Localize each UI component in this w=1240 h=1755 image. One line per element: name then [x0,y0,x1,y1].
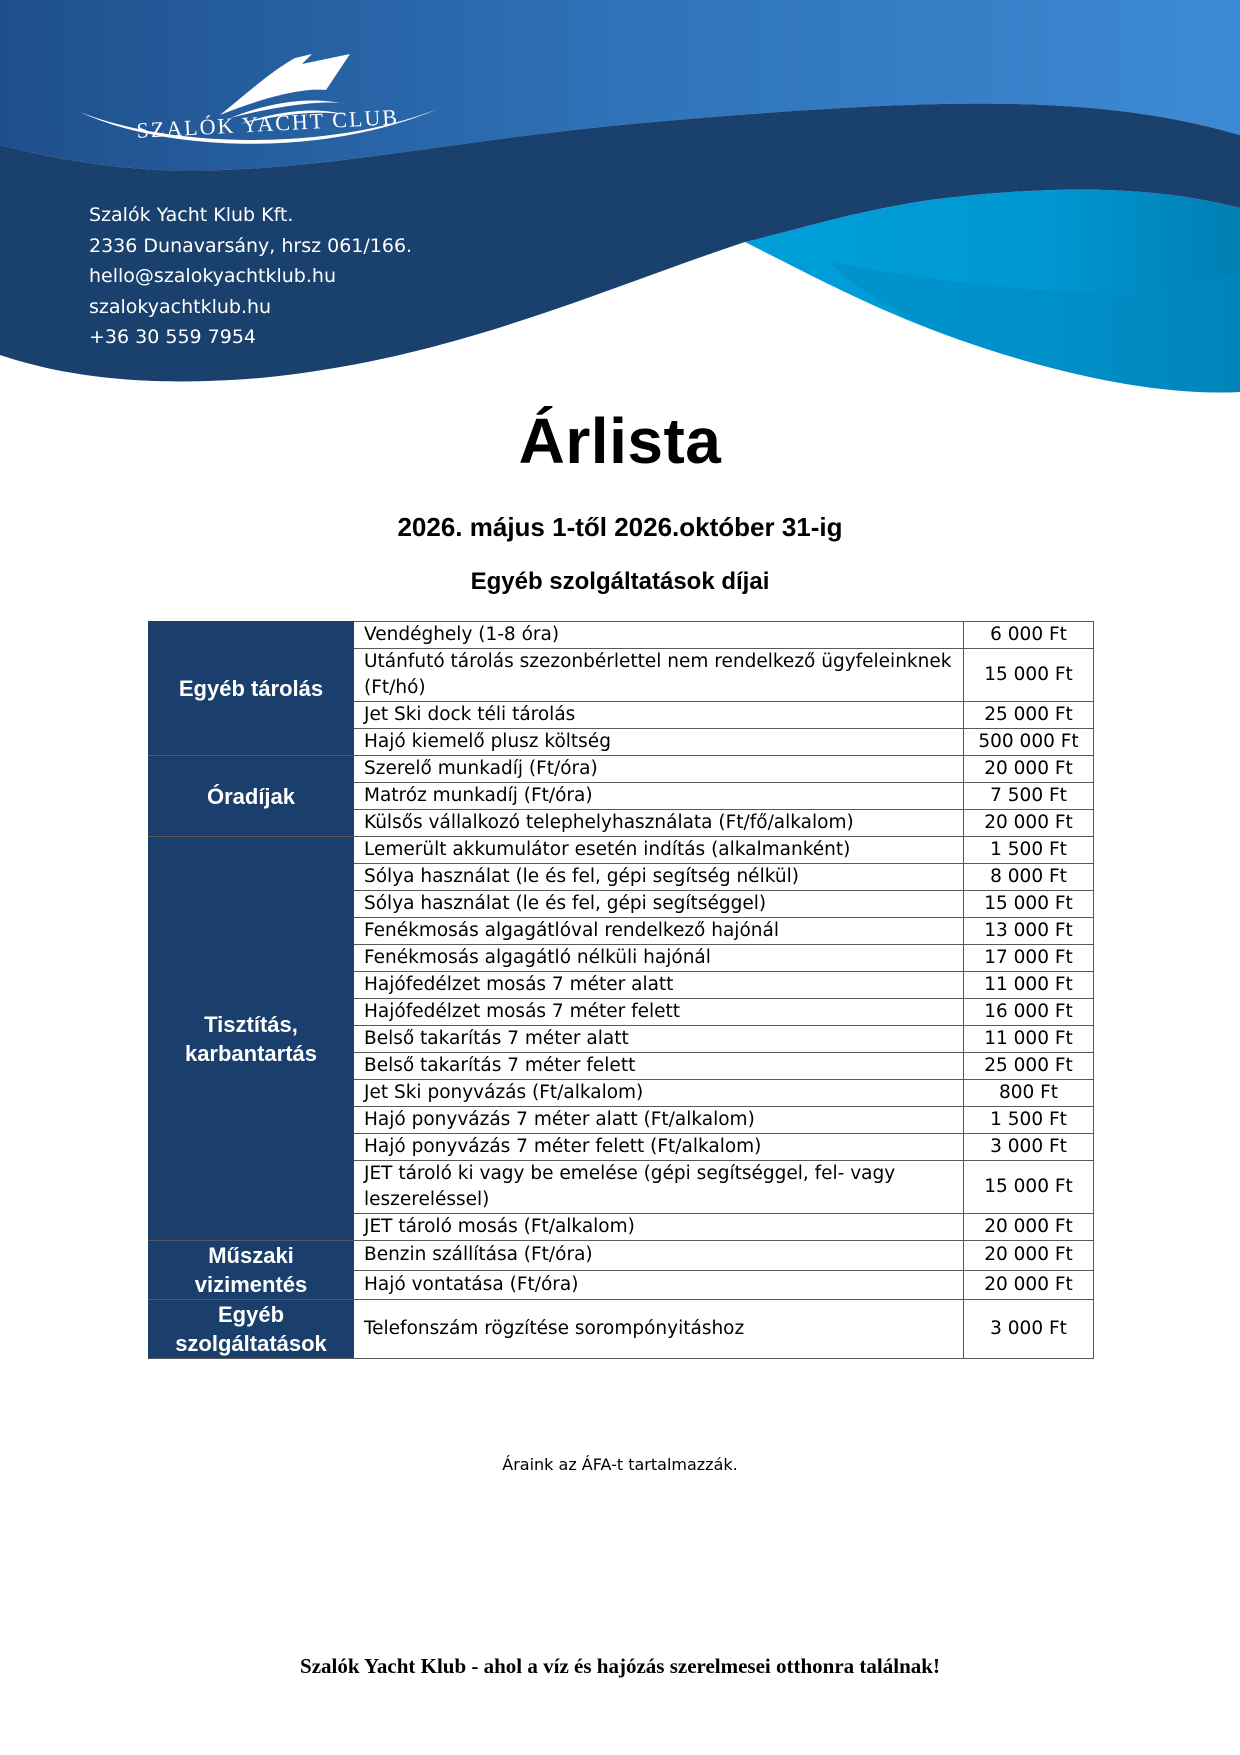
service-price: 3 000 Ft [964,1134,1094,1161]
service-description: Sólya használat (le és fel, gépi segítséggel) [354,891,964,918]
service-price: 15 000 Ft [964,891,1094,918]
company-website[interactable]: szalokyachtklub.hu [89,295,272,318]
service-description: Hajó vontatása (Ft/óra) [354,1270,964,1300]
service-description: Hajó ponyvázás 7 méter felett (Ft/alkalom) [354,1134,964,1161]
service-description: Jet Ski ponyvázás (Ft/alkalom) [354,1080,964,1107]
service-description: Hajófedélzet mosás 7 méter felett [354,999,964,1026]
service-price: 20 000 Ft [964,1241,1094,1271]
table-row [149,756,1094,783]
service-price: 11 000 Ft [964,1026,1094,1053]
category-cell: Műszaki vizimentés [149,1241,354,1300]
service-price: 20 000 Ft [964,756,1094,783]
service-description: Külsős vállalkozó telephelyhasználata (Ft/fő/alkalom) [354,810,964,837]
category-cell: Egyéb tárolás [149,622,354,756]
service-price: 20 000 Ft [964,810,1094,837]
validity-period: 2026. május 1-től 2026.október 31-ig [397,512,843,542]
service-price: 500 000 Ft [964,729,1094,756]
table-row [149,1300,1094,1359]
service-price: 20 000 Ft [964,1270,1094,1300]
company-address: 2336 Dunavarsány, hrsz 061/166. [89,234,413,257]
service-description: Vendéghely (1-8 óra) [354,622,964,649]
company-name: Szalók Yacht Klub Kft. [89,204,294,226]
service-price: 11 000 Ft [964,972,1094,999]
category-cell: Tisztítás, karbantartás [149,837,354,1241]
service-price: 16 000 Ft [964,999,1094,1026]
table-row [149,622,1094,649]
service-description: Jet Ski dock téli tárolás [354,702,964,729]
contact-block [89,200,412,353]
vat-note: Áraink az ÁFA-t tartalmazzák. [502,1455,738,1474]
service-description: Hajó kiemelő plusz költség [354,729,964,756]
company-email[interactable]: hello@szalokyachtklub.hu [89,265,336,287]
table-row [149,1241,1094,1271]
service-price: 25 000 Ft [964,1053,1094,1080]
footer-slogan: Szalók Yacht Klub - ahol a víz és hajózás szerelmesei otthonra találnak! [300,1654,940,1678]
yacht-icon [80,40,460,160]
service-price: 15 000 Ft [964,1161,1094,1214]
service-price: 15 000 Ft [964,649,1094,702]
service-description: Belső takarítás 7 méter alatt [354,1026,964,1053]
svg-text:SZALÓK YACHT CLUB: SZALÓK YACHT CLUB [136,104,400,143]
category-cell: Egyéb szolgáltatások [149,1300,354,1359]
service-description: Hajó ponyvázás 7 méter alatt (Ft/alkalom) [354,1107,964,1134]
service-description: Fenékmosás algagátló nélküli hajónál [354,945,964,972]
service-description: Telefonszám rögzítése sorompónyitáshoz [354,1300,964,1359]
service-price: 1 500 Ft [964,1107,1094,1134]
table-row [149,837,1094,864]
header-banner [0,0,1240,400]
service-description: Szerelő munkadíj (Ft/óra) [354,756,964,783]
service-description: JET tároló ki vagy be emelése (gépi segítséggel, fel- vagy leszereléssel) [354,1161,964,1214]
service-price: 6 000 Ft [964,622,1094,649]
club-logo [80,40,460,160]
service-price: 13 000 Ft [964,918,1094,945]
service-description: Fenékmosás algagátlóval rendelkező hajónál [354,918,964,945]
service-description: Utánfutó tárolás szezonbérlettel nem rendelkező ügyfeleinknek (Ft/hó) [354,649,964,702]
service-price: 25 000 Ft [964,702,1094,729]
service-description: Lemerült akkumulátor esetén indítás (alkalmanként) [354,837,964,864]
service-description: Matróz munkadíj (Ft/óra) [354,783,964,810]
service-description: Sólya használat (le és fel, gépi segítség nélkül) [354,864,964,891]
service-description: Belső takarítás 7 méter felett [354,1053,964,1080]
service-price: 3 000 Ft [964,1300,1094,1359]
service-price: 1 500 Ft [964,837,1094,864]
service-price: 7 500 Ft [964,783,1094,810]
service-price: 20 000 Ft [964,1214,1094,1241]
service-description: Hajófedélzet mosás 7 méter alatt [354,972,964,999]
price-table [148,621,1094,1359]
service-price: 17 000 Ft [964,945,1094,972]
service-description: JET tároló mosás (Ft/alkalom) [354,1214,964,1241]
category-cell: Óradíjak [149,756,354,837]
page-title: Árlista [518,405,722,477]
service-description: Benzin szállítása (Ft/óra) [354,1241,964,1271]
company-phone[interactable]: +36 30 559 7954 [89,326,257,348]
section-title: Egyéb szolgáltatások díjai [470,568,770,595]
service-price: 8 000 Ft [964,864,1094,891]
service-price: 800 Ft [964,1080,1094,1107]
